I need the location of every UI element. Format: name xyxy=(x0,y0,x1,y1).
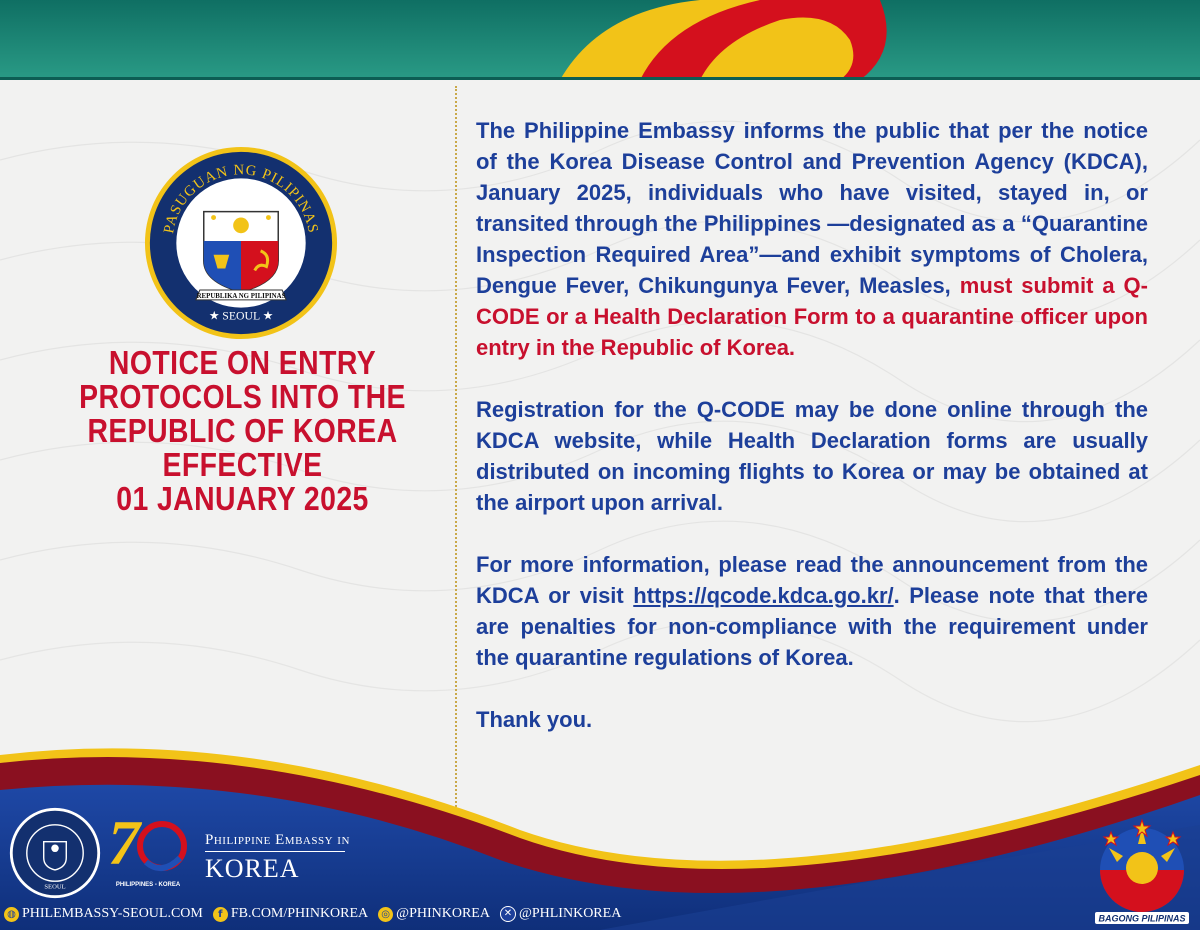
svg-text:SEOUL: SEOUL xyxy=(44,883,66,891)
social-instagram-label: @PHINKOREA xyxy=(396,906,490,921)
social-instagram[interactable] xyxy=(378,906,490,922)
embassy-seal-logo xyxy=(143,145,339,341)
footer-rule xyxy=(205,851,345,852)
svg-text:★ SEOUL ★: ★ SEOUL ★ xyxy=(208,309,274,323)
top-banner xyxy=(0,0,1200,80)
social-website-label: PHILEMBASSY-SEOUL.COM xyxy=(22,906,203,921)
instagram-icon: ◎ xyxy=(378,907,393,922)
paragraph-3-text: For more information, please read the announcement from the KDCA or visit xyxy=(476,552,1148,608)
qcode-link[interactable]: https://qcode.kdca.go.kr/ xyxy=(633,583,894,608)
footer-embassy-line2: KOREA xyxy=(205,854,300,883)
paragraph-3-text-end: . Please note that there are penalties for non-compliance with the requirement under the quarantine regulations of Korea. xyxy=(476,583,1149,670)
x-icon: ✕ xyxy=(500,906,516,922)
bagong-pilipinas-logo xyxy=(1089,818,1195,926)
social-facebook-label: FB.COM/PHINKOREA xyxy=(230,906,369,921)
title-line: NOTICE ON ENTRY xyxy=(108,344,377,381)
social-links xyxy=(4,905,621,923)
footer-embassy-seal xyxy=(8,806,102,900)
paragraph-4: Thank you. xyxy=(476,707,593,732)
svg-text:REPUBLIKA NG PILIPINAS: REPUBLIKA NG PILIPINAS xyxy=(196,292,286,300)
svg-text:7: 7 xyxy=(108,807,140,878)
75th-caption: PHILIPPINES - KOREA xyxy=(115,882,181,888)
paragraph-2: Registration for the Q-CODE may be done online through the KDCA website, while Health Declaration forms are usually distributed on incoming flights to Korea or may be obtained at the airport upon arrival. xyxy=(476,397,1148,515)
facebook-icon: f xyxy=(213,907,228,922)
paragraph-1-text: The Philippine Embassy informs the public that per the notice of the Korea Disease Control and Prevention Agency (KDCA), January 2025, individuals who have visited, stayed in, or transited through the Philippines —designated as a “Quarantine Inspection Required Area”—and exhibit symptoms of Cholera, Dengue Fever, Chikungunya Fever, Measles, xyxy=(476,118,1148,298)
social-x[interactable] xyxy=(500,906,621,922)
svg-text:PASUGUAN NG PILIPINAS: PASUGUAN NG PILIPINAS xyxy=(161,162,321,235)
title-line: PROTOCOLS INTO THE xyxy=(79,378,406,415)
paragraph-3 xyxy=(476,549,1148,673)
footer-embassy-name xyxy=(205,832,350,884)
title-line: 01 JANUARY 2025 xyxy=(116,480,369,517)
title-line: REPUBLIC OF KOREA xyxy=(87,412,398,449)
bagong-pilipinas-label: BAGONG PILIPINAS xyxy=(1098,913,1186,924)
75th-anniversary-logo xyxy=(106,806,190,896)
paragraph-1-emphasis: must submit a Q-CODE or a Health Declaration Form to a quarantine officer upon entry in the Republic of Korea. xyxy=(476,273,1148,360)
title-line: EFFECTIVE xyxy=(162,446,323,483)
paragraph-1 xyxy=(476,115,1148,363)
social-website[interactable] xyxy=(4,906,203,922)
notice-body xyxy=(476,115,1148,766)
footer-embassy-line1: Philippine Embassy in xyxy=(205,832,350,848)
notice-title xyxy=(60,346,426,516)
social-x-label: @PHLINKOREA xyxy=(518,906,622,921)
social-facebook[interactable] xyxy=(213,906,368,922)
globe-icon: ◍ xyxy=(4,907,19,922)
